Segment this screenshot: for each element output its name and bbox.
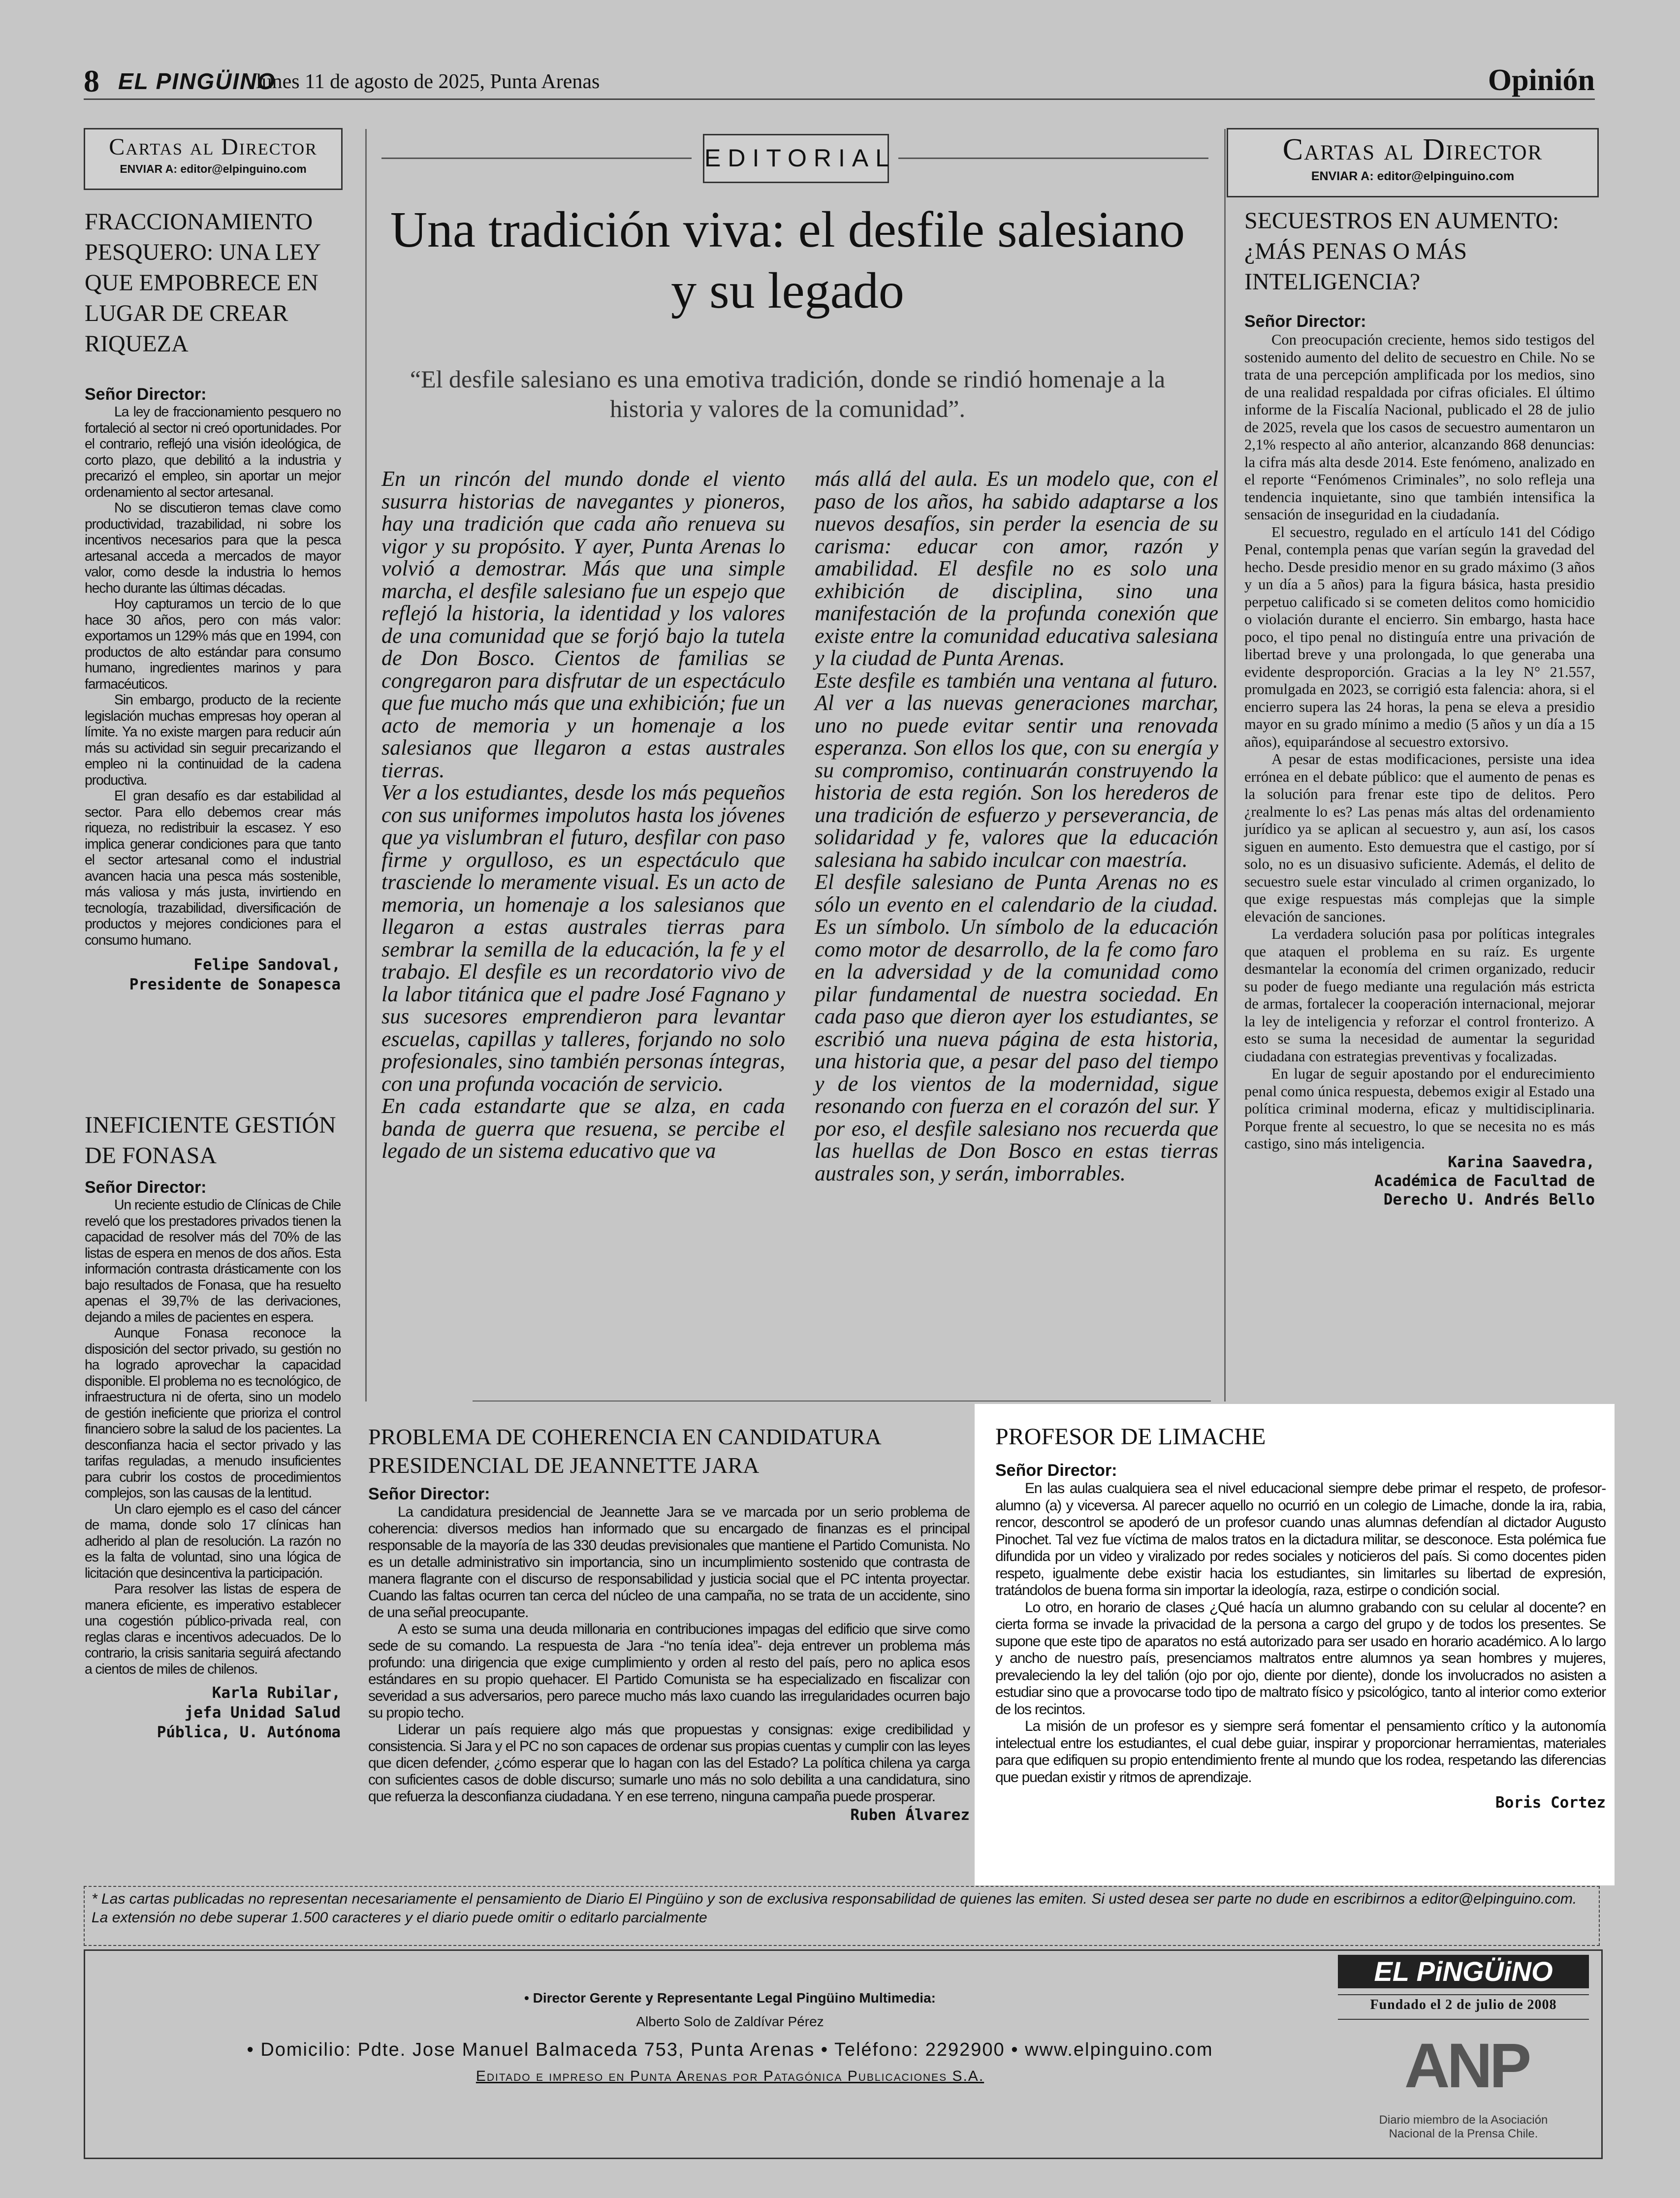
rule xyxy=(381,158,692,159)
paragraph: En cada estandarte que se alza, en cada banda de guerra que resuena, se percibe el legado de un sistema educativo que va xyxy=(381,1094,785,1163)
letter-title: PROBLEMA DE COHERENCIA EN CANDIDATURA PRESIDENCIAL DE JEANNETTE JARA xyxy=(368,1424,881,1478)
signature xyxy=(1244,1153,1595,1209)
rule xyxy=(898,158,1208,159)
signature-role: Pública, U. Autónoma xyxy=(157,1723,341,1741)
page-header xyxy=(84,63,1595,100)
footer-address: • Domicilio: Pdte. Jose Manuel Balmaceda 753, Punta Arenas • Teléfono: 2292900 • www.elpinguino.com xyxy=(247,2039,1213,2060)
letter-title: FRACCIONAMIENTO PESQUERO: UNA LEY QUE EMPOBRECE EN LUGAR DE CREAR RIQUEZA xyxy=(85,209,320,357)
rule xyxy=(1338,1994,1589,1995)
director-label: • Director Gerente y Representante Legal Pingüino Multimedia: xyxy=(524,1990,936,2006)
signature-name: Karla Rubilar, xyxy=(212,1684,341,1702)
paragraph: Un reciente estudio de Clínicas de Chile reveló que los prestadores privados tienen la capacidad de resolver más del 70% de las listas de espera en menos de dos años. Esta información contrasta drásticamente con los bajo resultados de Fonasa, que ha resuelto apenas el 39,7% de las derivaciones, dejando a miles de pacientes en espera. xyxy=(85,1197,341,1325)
editorial-column-1 xyxy=(381,468,785,1162)
disclaimer: * Las cartas publicadas no representan necesariamente el pensamiento de Diario El Pingüino y son de exclusiva responsabilidad de quienes las emiten. Si usted desea ser parte no dude en escribirnos a editor@elpinguino.com. La extensión no debe superar 1.500 caracteres y el diario puede omitir o editarlo parcialmente xyxy=(84,1886,1600,1946)
column-divider xyxy=(1224,129,1226,1402)
letter-body xyxy=(995,1480,1606,1786)
letter-limache-box xyxy=(975,1404,1615,1885)
paragraph: Sin embargo, producto de la reciente legislación muchas empresas hoy operan al límite. Ya no existe margen para reducir aún más su actividad sin seguir precarizando el empleo ni la continuidad de la cadena productiva. xyxy=(85,692,341,788)
signature-role: jefa Unidad Salud xyxy=(184,1704,341,1721)
editorial-title: Una tradición viva: el desfile salesiano y su legado xyxy=(390,201,1185,319)
paragraph: Un claro ejemplo es el caso del cáncer de mama, donde solo 17 clínicas han adherido al plan de resolución. La razón no es la falta de voluntad, sino una lógica de licitación que desincentiva la participación. xyxy=(85,1501,341,1581)
letter-jara xyxy=(368,1423,970,1825)
footer-box xyxy=(84,1949,1603,2159)
footer-publisher: Editado e impreso en Punta Arenas por Patagónica Publicaciones S.A. xyxy=(475,2068,984,2084)
signature xyxy=(85,1683,341,1742)
paragraph: La candidatura presidencial de Jeannette Jara se ve marcada por un serio problema de coherencia: diversos medios han informado que su encargado de finanzas es el principal responsable de la mayoría de las 330 deudas previsionales que mantiene el Partido Comunista. No es un detalle administrativo sin importancia, sino un incumplimiento sostenido que contrasta de manera flagrante con el discurso de responsabilidad y justicia social que el PC intenta proyectar. Cuando las faltas ocurren tan cerca del núcleo de una campaña, no se trata de un accidente, sino de una señal preocupante. xyxy=(368,1504,970,1621)
paragraph: Este desfile es también una ventana al futuro. Al ver a las nuevas generaciones marchar, uno no puede evitar sentir una renovada esperanza. Son ellos los que, con su energía y su compromiso, continuarán construyendo la historia de esta región. Son los herederos de una tradición de esfuerzo y perseverancia, de solidaridad y fe, valores que la educación salesiana ha sabido inculcar con maestría. xyxy=(815,668,1218,872)
salutation: Señor Director: xyxy=(1244,312,1366,331)
salutation: Señor Director: xyxy=(85,1178,207,1197)
cartas-header-right xyxy=(1227,128,1599,197)
paragraph: En lugar de seguir apostando por el endurecimiento penal como única respuesta, debemos exigir al Estado una política criminal moderna, eficaz y multidisciplinaria. Porque frente al secuestro, lo que se necesita no es más castigo, sino más inteligencia. xyxy=(1244,1065,1595,1152)
paragraph: Liderar un país requiere algo más que propuestas y consignas: exige credibilidad y consistencia. Si Jara y el PC no son capaces de ordenar sus propias cuentas y cumplir con las leyes que dicen defender, ¿cómo esperar que lo hagan con las del Estado? La política chilena ya carga con suficientes casos de doble discurso; sumarle uno más no solo debilita a una candidatura, sino que refuerza la desconfianza ciudadana. Y en ese terreno, ninguna campaña puede prosperar. xyxy=(368,1721,970,1805)
rule xyxy=(473,1401,1211,1402)
signature: Boris Cortez xyxy=(1495,1794,1606,1812)
paragraph: El gran desafío es dar estabilidad al sector. Para ello debemos crear más riqueza, no redistribuir la escasez. Y eso implica generar condiciones para que tanto el sector artesanal como el industrial avancen hacia una pesca más sostenible, más valiosa y más justa, invirtiendo en tecnología, trazabilidad, diversificación de productos y mejores condiciones para el consumo humano. xyxy=(85,788,341,948)
salutation: Señor Director: xyxy=(368,1485,490,1503)
letter-title: INEFICIENTE GESTIÓN DE FONASA xyxy=(85,1112,336,1169)
paragraph: Aunque Fonasa reconoce la disposición del sector privado, su gestión no ha logrado aprovechar la capacidad disponible. El problema no es tecnológico, de infraestructura ni de oferta, sino un modelo de gestión ineficiente que prioriza el control financiero sobre la salud de los pacientes. La desconfianza hacia el sector privado y las tarifas reguladas, a menudo insuficientes para cubrir los costos de procedimientos complejos, son las causas de la lentitud. xyxy=(85,1325,341,1501)
director-name: Alberto Solo de Zaldívar Pérez xyxy=(636,2014,824,2029)
signature-name: Felipe Sandoval, xyxy=(193,956,341,974)
paragraph: A pesar de estas modificaciones, persiste una idea errónea en el debate público: que el aumento de penas es la solución para frenar este tipo de delitos. Pero ¿realmente lo es? Las penas más altas del ordenamiento jurídico ya se aplican al secuestro y, aun así, los casos siguen en aumento. Esto demuestra que el castigo, por sí solo, no es un disuasivo suficiente. Además, el delito de secuestro suele estar vinculado al crimen organizado, lo que exige respuestas más complejas que la simple elevación de sanciones. xyxy=(1244,751,1595,925)
anp-text-line: Diario miembro de la Asociación xyxy=(1379,2113,1548,2127)
paragraph: Para resolver las listas de espera de manera eficiente, es imperativo establecer una cogestión público-privada real, con reglas claras e incentivos adecuados. De lo contrario, la crisis sanitaria seguirá afectando a cientos de miles de chilenos. xyxy=(85,1581,341,1677)
signature-name: Karina Saavedra, xyxy=(1448,1153,1595,1171)
letter-fraccionamiento xyxy=(85,207,341,994)
column-divider xyxy=(365,129,367,1402)
letter-body xyxy=(368,1504,970,1805)
paragraph: La misión de un profesor es y siempre será fomentar el pensamiento crítico y la autonomía intelectual entre los estudiantes, el cual debe guiar, inspirar y proporcionar herramientas, materiales para que edifiquen su propio entendimiento frente al mundo que los rodea, respetando las diferencias que puedan existir y ritmos de aprendizaje. xyxy=(995,1718,1606,1785)
cartas-email: ENVIAR A: editor@elpinguino.com xyxy=(120,162,307,175)
anp-logo: ANP xyxy=(1404,2031,1529,2101)
paragraph: A esto se suma una deuda millonaria en contribuciones impagas del edificio que sirve como sede de su comando. La respuesta de Jara -“no tenía idea”- deja entrever un problema más profundo: una dirigencia que exige cumplimiento y orden al resto del país, pero no aplica esos estándares en su propio quehacer. El Partido Comunista se ha especializado en fiscalizar con severidad a sus adversarios, pero parece mucho más laxo cuando las irregularidades ocurren bajo su propio techo. xyxy=(368,1621,970,1721)
anp-text-line: Nacional de la Prensa Chile. xyxy=(1389,2127,1538,2140)
founded-date: Fundado el 2 de julio de 2008 xyxy=(1370,1997,1557,2012)
letter-body xyxy=(1244,331,1595,1153)
dateline: lunes 11 de agosto de 2025, Punta Arenas xyxy=(256,70,600,93)
paragraph: En las aulas cualquiera sea el nivel educacional siempre debe primar el respeto, de profesor-alumno (a) y viceversa. Al parecer aquello no ocurrió en un colegio de Limache, donde la ira, rabia, rencor, descontrol se apoderó de un profesor cuando unas alumnas defendían al dictador Augusto Pinochet. Tal vez fue víctima de malos tratos en la dictadura militar, se desconoce. Esta polémica fue difundida por un video y viralizado por redes sociales y noticieros del país. Si como docentes piden respeto, igualmente debe existir hacia los estudiantes, sin limitarles su libertad de expresión, tratándolos de buena forma sin importar la ideología, raza, estirpe o condición social. xyxy=(995,1480,1606,1598)
letter-title: SECUESTROS EN AUMENTO: ¿MÁS PENAS O MÁS INTELIGENCIA? xyxy=(1244,208,1559,295)
paragraph: La verdadera solución pasa por políticas integrales que ataquen el problema en su raíz. Es urgente desmantelar la economía del crimen organizado, reducir su poder de fuego mediante una regulación más estricta de armas, fortalecer la cooperación internacional, mejorar la ley de inteligencia y reforzar el control fronterizo. A esto se suma la necesidad de aumentar la seguridad ciudadana con estrategias preventivas y focalizadas. xyxy=(1244,925,1595,1065)
letter-title: PROFESOR DE LIMACHE xyxy=(995,1424,1266,1450)
letter-limache xyxy=(995,1422,1606,1813)
letter-body xyxy=(85,404,341,948)
signature-role: Derecho U. Andrés Bello xyxy=(1383,1190,1595,1209)
editorial-label: EDITORIAL xyxy=(703,134,889,183)
paragraph: Hoy capturamos un tercio de lo que hace 30 años, pero con más valor: exportamos un 129% más que en 1994, con productos de alto estándar para consumo humano, ingredientes marinos y para farmacéuticos. xyxy=(85,596,341,692)
anp-member-text xyxy=(1365,2113,1562,2141)
paragraph: más allá del aula. Es un modelo que, con el paso de los años, ha sabido adaptarse a los nuevos desafíos, sin perder la esencia de su carisma: educar con amor, razón y amabilidad. El desfile no es solo una exhibición de disciplina, sino una manifestación de la profunda conexión que existe entre la comunidad educativa salesiana y la ciudad de Punta Arenas. xyxy=(815,467,1218,670)
signature-role: Presidente de Sonapesca xyxy=(129,976,341,993)
paragraph: La ley de fraccionamiento pesquero no fortaleció al sector ni creó oportunidades. Por el contrario, reflejó una visión ideológica, de corto plazo, que debilitó a la industria y precarizó el empleo, sin aportar un mejor ordenamiento al sector artesanal. xyxy=(85,404,341,500)
paper-name: EL PINGÜINO xyxy=(118,68,276,94)
paragraph: Con preocupación creciente, hemos sido testigos del sostenido aumento del delito de secuestro en Chile. No se trata de una percepción amplificada por los medios, sino de una realidad respaldada por cifras oficiales. El último informe de la Fiscalía Nacional, publicado el 28 de julio de 2025, revela que los casos de secuestro aumentaron un 2,1% respecto al año anterior, alcanzando 868 denuncias: la cifra más alta desde 2014. Este fenómeno, analizado en el reporte “Fenómenos Criminales”, no solo refleja una tendencia inquietante, sino que también intensifica la sensación de inseguridad en la ciudadanía. xyxy=(1244,331,1595,523)
paragraph: El secuestro, regulado en el artículo 141 del Código Penal, contempla penas que varían según la gravedad del hecho. Desde presidio menor en su grado máximo (3 años y un día a 5 años) para la figura básica, hasta presidio perpetuo calificado si se cometen delitos como homicidio o violación durante el encierro. Sin embargo, hasta hace poco, el tipo penal no distinguía entre una privación de libertad breve y una prolongada, lo que generaba una evidente desproporción. Gracias a la ley N° 21.557, promulgada en 2023, se corrigió esta falencia: ahora, si el encierro supera las 24 horas, la pena se eleva a presidio mayor en su grado mínimo a medio (5 años y un día a 15 años), equiparándose al secuestro extorsivo. xyxy=(1244,523,1595,750)
editorial-pull-quote: “El desfile salesiano es una emotiva tradición, donde se rindió homenaje a la historia y valores de la comunidad”. xyxy=(410,365,1166,422)
salutation: Señor Director: xyxy=(85,385,207,404)
letter-secuestros xyxy=(1244,206,1595,1209)
letter-fonasa xyxy=(85,1110,341,1742)
editorial-column-2 xyxy=(815,468,1218,1184)
paragraph: Lo otro, en horario de clases ¿Qué hacía un alumno grabando con su celular al docente? en cierta forma se invade la privacidad de la persona a cargo del grupo y de todos los presentes. Se supone que este tipo de aparatos no está autorizado para ser usado en horario académico. A lo largo y ancho de nuestro país, presenciamos maltratos entre alumnos ya sean hombres y mujeres, prevaleciendo la ley del talión (ojo por ojo, diente por diente), donde los involucrados no asisten a estudiar sino que a provocarse todo tipo de maltrato físico y psicológico, tanto al interior como exterior de los recintos. xyxy=(995,1599,1606,1718)
cartas-header-left xyxy=(84,128,343,190)
paragraph: Ver a los estudiantes, desde los más pequeños con sus uniformes impolutos hasta los jóvenes que ya vislumbran el futuro, desfilar con paso firme y orgulloso, es un espectáculo que trasciende lo meramente visual. Es un acto de memoria, un homenaje a los salesianos que llegaron a estas australes tierras para sembrar la semilla de la educación, la fe y el trabajo. El desfile es un recordatorio vivo de la labor titánica que el padre José Fagnano y sus sucesores emprendieron para levantar escuelas, capillas y talleres, forjando no solo profesionales, sino también personas íntegras, con una profunda vocación de servicio. xyxy=(381,780,785,1096)
signature-role: Académica de Facultad de xyxy=(1374,1172,1595,1190)
section-title: Opinión xyxy=(1488,64,1595,97)
salutation: Señor Director: xyxy=(995,1461,1117,1480)
page-number: 8 xyxy=(84,64,99,98)
paragraph: En un rincón del mundo donde el viento susurra historias de navegantes y pioneros, hay una tradición que cada año renueva su vigor y su propósito. Y ayer, Punta Arenas lo volvió a demostrar. Más que una simple marcha, el desfile salesiano fue un espejo que reflejó la historia, la identidad y los valores de una comunidad que se forjó bajo la tutela de Don Bosco. Cientos de familias se congregaron para disfrutar de un espectáculo que fue mucho más que una exhibición; fue un acto de memoria y un homenaje a los salesianos que llegaron a estas australes tierras. xyxy=(381,467,785,782)
paragraph: No se discutieron temas clave como productividad, trazabilidad, ni sobre los incentivos necesarios para que la pesca artesanal acceda a mercados de mayor valor, como desde la industria lo hemos hecho durante las últimas décadas. xyxy=(85,500,341,596)
cartas-email: ENVIAR A: editor@elpinguino.com xyxy=(1311,169,1515,183)
paper-logo: EL PiNGÜiNO xyxy=(1338,1955,1589,1988)
cartas-heading: Cartas al Director xyxy=(1282,133,1543,166)
rule xyxy=(1338,2019,1589,2020)
signature: Ruben Álvarez xyxy=(850,1806,970,1824)
letter-body xyxy=(85,1197,341,1677)
signature xyxy=(85,955,341,994)
paragraph: El desfile salesiano de Punta Arenas no es sólo un evento en el calendario de la ciudad. Es un símbolo. Un símbolo de la educación como motor de desarrollo, de la fe como faro en la adversidad y de la comunidad como pilar fundamental de nuestra sociedad. En cada paso que dieron ayer los estudiantes, se escribió una nueva página de esta historia, una historia que, a pesar del paso del tiempo y de los vientos de la modernidad, sigue resonando con fuerza en el corazón del sur. Y por eso, el desfile salesiano nos recuerda que las huellas de Don Bosco en estas tierras australes son, y serán, imborrables. xyxy=(815,870,1218,1185)
cartas-heading: Cartas al Director xyxy=(109,134,317,160)
